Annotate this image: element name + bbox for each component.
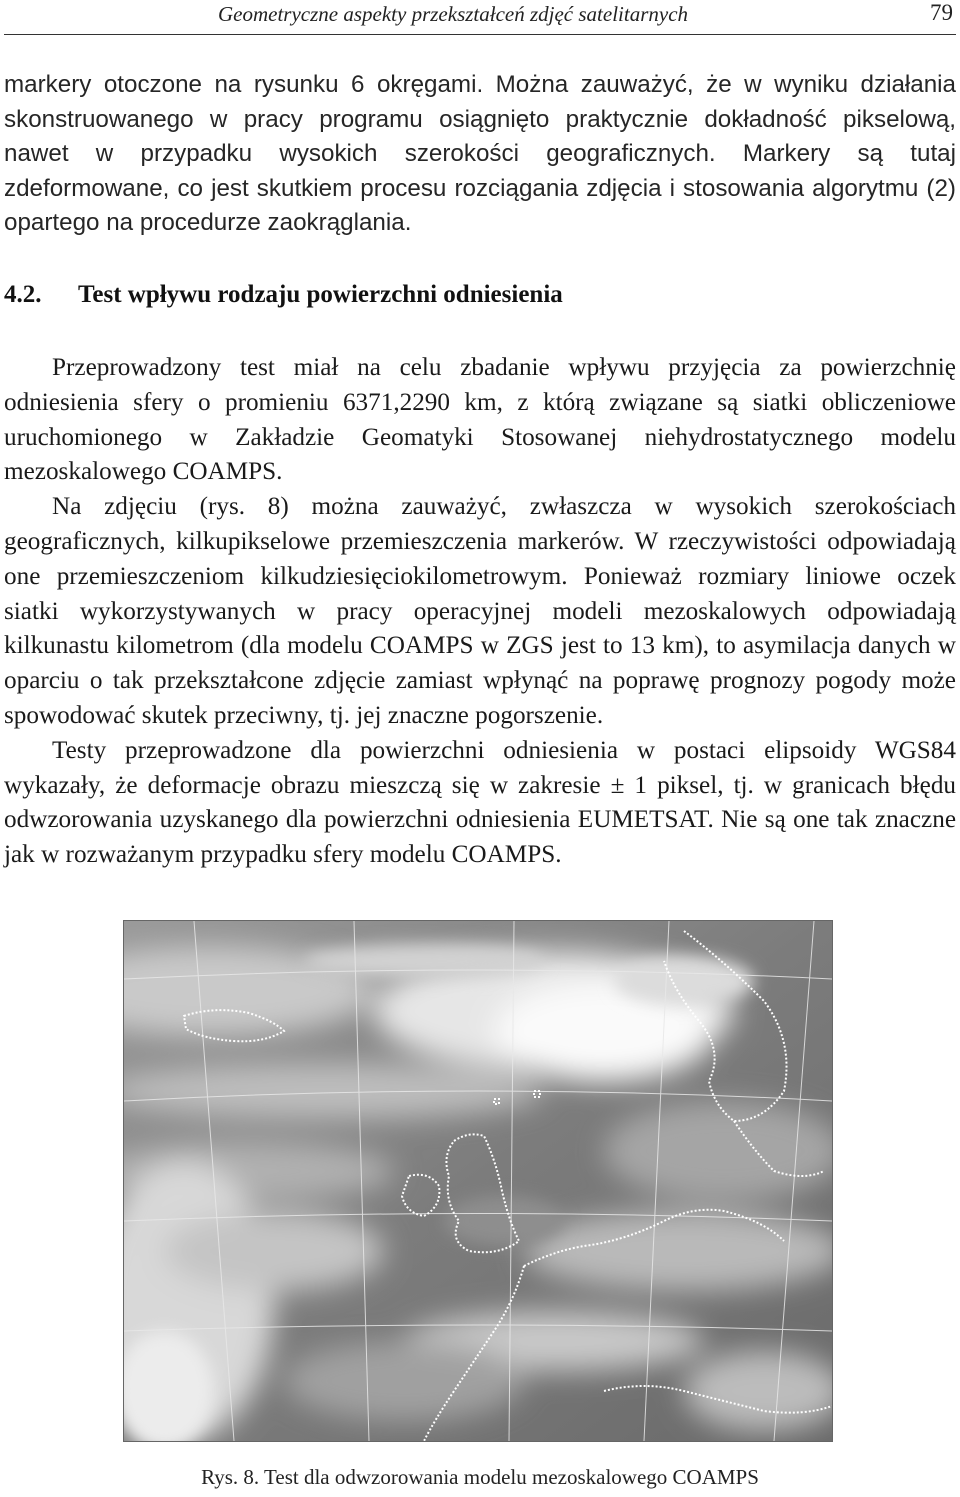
body-paragraph-2: Na zdjęciu (rys. 8) można zauważyć, zwłaszcza w wysokich szerokościach geograficznych, kilkupikselowe przemieszczenia markerów. W rzeczywistości odpowiadają one przemieszczeniom kilkudziesięciokilometrowym. Ponieważ rozmiary liniowe oczek siatki wykorzystywanych w pracy operacyjnej modeli mezoskalowych odpowiadają kilkunastu kilometrom (dla modelu COAMPS w ZGS jest to 13 km), to asymilacja danych w oparciu o tak przekształcone zdjęcie zamiast wpłynąć na poprawę prognozy pogody może spowodować skutek przeciwny, tj. jej znaczne pogorszenie.	[4, 493, 956, 729]
figure-caption: Rys. 8. Test dla odwzorowania modelu mezoskalowego COAMPS	[201, 1465, 759, 1489]
header-rule	[4, 34, 956, 35]
body-paragraph-1: Przeprowadzony test miał na celu zbadanie wpływu przyjęcia za powierzchnię odniesienia sfery o promieniu 6371,2290 km, z którą związane są siatki obliczeniowe uruchomionego w Zakładzie Geomatyki Stosowanej niehydrostatycznego modelu mezoskalowego COAMPS.	[4, 354, 956, 486]
section-heading	[4, 281, 563, 309]
section-title: Test wpływu rodzaju powierzchni odniesienia	[78, 281, 563, 308]
satellite-image	[124, 921, 832, 1441]
running-header	[0, 0, 960, 34]
section-body	[4, 351, 956, 873]
page-number: 79	[930, 0, 953, 25]
intro-paragraph: markery otoczone na rysunku 6 okręgami. Można zauważyć, że w wyniku działania skonstruowanego w pracy programu osiągnięto praktycznie dokładność pikselową, nawet w przypadku wysokich szerokości geograficznych. Markery są tutaj zdeformowane, co jest skutkiem procesu rozciągania zdjęcia i stosowania algorytmu (2) opartego na procedurze zaokrąglania.	[4, 71, 956, 237]
running-title: Geometryczne aspekty przekształceń zdjęć satelitarnych	[218, 2, 689, 26]
body-paragraph-3: Testy przeprowadzone dla powierzchni odniesienia w postaci elipsoidy WGS84 wykazały, że deformacje obrazu mieszczą się w zakresie ± 1 piksel, tj. w granicach błędu odwzorowania uzyskanego dla powierzchni odniesienia EUMETSAT. Nie są one tak znaczne jak w rozważanym przypadku sfery modelu COAMPS.	[4, 736, 956, 869]
section-number: 4.2.	[4, 281, 42, 308]
satellite-image-figure	[123, 920, 833, 1442]
